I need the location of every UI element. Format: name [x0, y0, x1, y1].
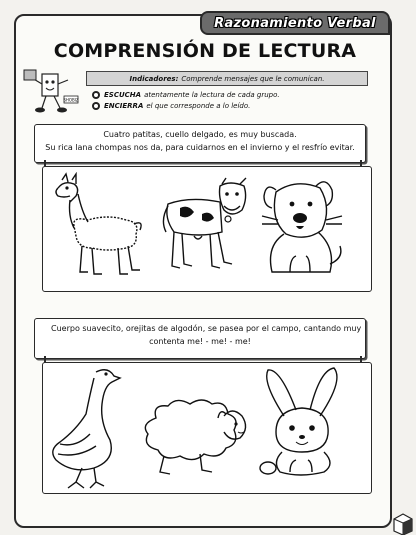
- instruction-circle: [92, 102, 250, 110]
- instruction-verb: ESCUCHA: [104, 91, 142, 99]
- section-tab-label: Razonamiento Verbal: [214, 15, 376, 31]
- section-tab: [200, 11, 390, 35]
- rabbit-drawing[interactable]: [254, 364, 350, 484]
- book-mascot-icon: [22, 68, 80, 114]
- indicators-bar: [86, 71, 368, 86]
- instruction-verb: ENCIERRA: [104, 102, 144, 110]
- instruction-text: atentamente la lectura de cada grupo.: [144, 91, 280, 99]
- indicators-label: Indicadores:: [129, 74, 179, 83]
- bullet-icon: [92, 91, 100, 99]
- sheep-drawing[interactable]: [140, 396, 252, 478]
- riddle-line: Su rica lana chompas nos da, para cuidarnos en el invierno y el resfrío evitar.: [45, 143, 355, 152]
- riddle-line: Cuatro patitas, cuello delgado, es muy buscada.: [103, 130, 297, 139]
- riddle-line: contenta me! - me! - me!: [149, 337, 251, 346]
- instruction-text: el que corresponde a lo leído.: [146, 102, 251, 110]
- goose-drawing[interactable]: [46, 364, 132, 492]
- svg-text:SHOBIZ: SHOBIZ: [63, 97, 79, 103]
- cube-icon: [392, 511, 414, 535]
- riddle-box-1: [34, 124, 366, 163]
- riddle-line: Cuerpo suavecito, orejitas de algodón, se pasea por el campo, cantando muy: [51, 324, 362, 333]
- llama-drawing[interactable]: [48, 172, 148, 284]
- riddle-box-2: [34, 318, 366, 359]
- instruction-listen: [92, 91, 280, 99]
- page-title: COMPRENSIÓN DE LECTURA: [53, 40, 357, 62]
- cow-drawing[interactable]: [160, 176, 254, 280]
- puppy-drawing[interactable]: [256, 172, 348, 284]
- indicators-text: Comprende mensajes que le comunican.: [181, 74, 325, 83]
- bullet-icon: [92, 102, 100, 110]
